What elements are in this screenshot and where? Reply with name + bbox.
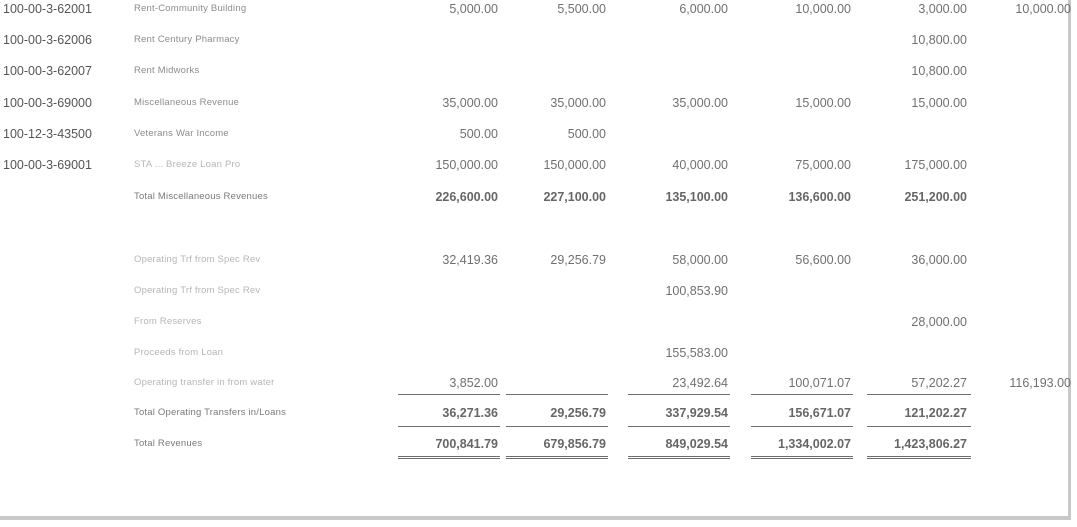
line-description: STA ... Breeze Loan Pro xyxy=(134,159,241,170)
line-description: Rent-Community Building xyxy=(134,3,247,14)
amount: 15,000.00 xyxy=(795,96,851,110)
amount: 36,000.00 xyxy=(911,253,967,267)
double-underline-rule xyxy=(751,456,853,459)
line-description: Operating Trf from Spec Rev xyxy=(134,254,261,265)
total-amount: 156,671.07 xyxy=(788,406,851,420)
total-amount: 700,841.79 xyxy=(435,437,498,451)
amount: 5,000.00 xyxy=(449,2,498,16)
total-amount: 1,423,806.27 xyxy=(894,437,967,451)
underline-rule xyxy=(398,426,500,427)
amount: 100,071.07 xyxy=(788,376,851,390)
line-description: Rent Century Pharmacy xyxy=(134,34,240,45)
total-amount: 337,929.54 xyxy=(665,406,728,420)
amount: 500.00 xyxy=(567,127,606,141)
line-description: Proceeds from Loan xyxy=(134,347,224,358)
table-row xyxy=(0,284,1071,306)
amount: 5,500.00 xyxy=(557,2,606,16)
total-amount: 29,256.79 xyxy=(550,406,606,420)
underline-rule xyxy=(628,426,730,427)
amount: 35,000.00 xyxy=(550,96,606,110)
underline-rule xyxy=(867,426,971,427)
amount: 15,000.00 xyxy=(911,96,967,110)
total-amount: 135,100.00 xyxy=(665,190,728,204)
account-number: 100-12-3-43500 xyxy=(3,127,92,141)
table-row xyxy=(0,64,1071,86)
amount: 58,000.00 xyxy=(672,253,728,267)
amount: 150,000.00 xyxy=(543,158,606,172)
table-row xyxy=(0,253,1071,275)
amount: 40,000.00 xyxy=(672,158,728,172)
underline-rule xyxy=(506,426,608,427)
amount: 35,000.00 xyxy=(672,96,728,110)
total-amount: 136,600.00 xyxy=(788,190,851,204)
amount: 10,800.00 xyxy=(911,64,967,78)
amount: 35,000.00 xyxy=(442,96,498,110)
table-row xyxy=(0,33,1071,55)
total-amount: 251,200.00 xyxy=(904,190,967,204)
amount: 57,202.27 xyxy=(911,376,967,390)
amount: 175,000.00 xyxy=(904,158,967,172)
table-row xyxy=(0,96,1071,118)
amount: 6,000.00 xyxy=(679,2,728,16)
amount: 150,000.00 xyxy=(435,158,498,172)
account-number: 100-00-3-62007 xyxy=(3,64,92,78)
line-description: Operating Trf from Spec Rev xyxy=(134,285,261,296)
total-amount: 36,271.36 xyxy=(442,406,498,420)
total-amount: 121,202.27 xyxy=(904,406,967,420)
account-number: 100-00-3-69001 xyxy=(3,158,92,172)
double-underline-rule xyxy=(506,456,608,459)
underline-rule xyxy=(506,394,608,395)
double-underline-rule xyxy=(628,456,730,459)
total-amount: 1,334,002.07 xyxy=(778,437,851,451)
amount: 56,600.00 xyxy=(795,253,851,267)
amount: 3,852.00 xyxy=(449,376,498,390)
total-amount: 679,856.79 xyxy=(543,437,606,451)
amount: 155,583.00 xyxy=(665,346,728,360)
amount: 10,000.00 xyxy=(1015,2,1071,16)
total-label: Total Operating Transfers in/Loans xyxy=(134,407,287,418)
amount: 32,419.36 xyxy=(442,253,498,267)
table-row xyxy=(0,2,1071,24)
amount: 75,000.00 xyxy=(795,158,851,172)
account-number: 100-00-3-69000 xyxy=(3,96,92,110)
table-row xyxy=(0,346,1071,368)
amount: 10,800.00 xyxy=(911,33,967,47)
total-amount: 227,100.00 xyxy=(543,190,606,204)
account-number: 100-00-3-62001 xyxy=(3,2,92,16)
double-underline-rule xyxy=(867,456,971,459)
total-row xyxy=(0,406,1071,428)
amount: 23,492.64 xyxy=(672,376,728,390)
account-number: 100-00-3-62006 xyxy=(3,33,92,47)
underline-rule xyxy=(751,394,853,395)
amount: 10,000.00 xyxy=(795,2,851,16)
total-label: Total Revenues xyxy=(134,438,203,449)
total-row xyxy=(0,190,1071,212)
amount: 100,853.90 xyxy=(665,284,728,298)
table-row xyxy=(0,158,1071,180)
table-row xyxy=(0,315,1071,337)
underline-rule xyxy=(751,426,853,427)
table-row xyxy=(0,127,1071,149)
amount: 3,000.00 xyxy=(918,2,967,16)
line-description: Miscellaneous Revenue xyxy=(134,97,240,108)
underline-rule xyxy=(628,394,730,395)
double-underline-rule xyxy=(398,456,500,459)
amount: 29,256.79 xyxy=(550,253,606,267)
line-description: Operating transfer in from water xyxy=(134,377,275,388)
line-description: From Reserves xyxy=(134,316,202,327)
total-amount: 226,600.00 xyxy=(435,190,498,204)
amount: 116,193.00 xyxy=(1009,376,1071,390)
total-amount: 849,029.54 xyxy=(665,437,728,451)
amount: 500.00 xyxy=(459,127,498,141)
line-description: Veterans War Income xyxy=(134,128,229,139)
line-description: Rent Midworks xyxy=(134,65,200,76)
underline-rule xyxy=(398,394,500,395)
total-label: Total Miscellaneous Revenues xyxy=(134,191,268,202)
underline-rule xyxy=(867,394,971,395)
amount: 28,000.00 xyxy=(911,315,967,329)
